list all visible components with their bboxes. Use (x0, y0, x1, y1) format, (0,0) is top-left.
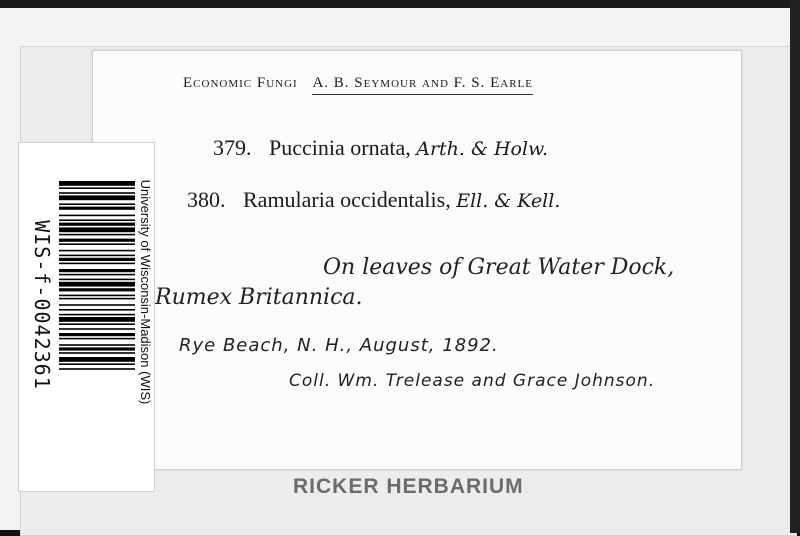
barcode-bar (59, 314, 135, 316)
specimen-label (92, 50, 742, 470)
barcode-bar (59, 223, 135, 226)
background-right-edge (790, 0, 800, 533)
series-authors: A. B. Seymour and F. S. Earle (312, 75, 533, 95)
barcode-bar (59, 323, 135, 325)
barcode-bar (59, 328, 135, 330)
barcode-bar (59, 357, 135, 362)
host-line-2: Rumex Britannica. (155, 285, 363, 310)
entry-taxon: Ramularia occidentalis, (243, 187, 451, 212)
entry-379 (213, 135, 548, 161)
barcode-bar (59, 317, 135, 322)
barcode-bar (59, 234, 135, 236)
barcode-bar (59, 288, 135, 291)
barcode-bar (59, 250, 135, 252)
barcode-bar (59, 279, 135, 281)
barcode-bar (59, 298, 135, 300)
catalog-number: WIS-f-0042361 (30, 220, 54, 390)
barcode-bar (59, 347, 135, 350)
barcode-bar (59, 187, 135, 189)
barcode-bar (59, 338, 135, 340)
barcode-bar (59, 274, 135, 276)
barcode-bar (59, 239, 135, 242)
institution-name: University of Wisconsin-Madison (WIS) (138, 179, 153, 405)
barcode-bar (59, 363, 135, 365)
series-header (183, 75, 533, 95)
barcode-bar (59, 368, 135, 370)
entry-380 (187, 187, 560, 213)
entry-number: 379. (213, 135, 252, 160)
barcode-bar (59, 227, 135, 232)
entry-authority: Arth. & Holw. (416, 138, 549, 160)
barcode-bar (59, 203, 135, 205)
locality-date: Rye Beach, N. H., August, 1892. (179, 335, 499, 356)
barcode-bar (59, 243, 135, 245)
barcode-image (59, 181, 135, 451)
barcode-bar (59, 255, 135, 257)
barcode-bar (59, 304, 135, 306)
barcode-bar (59, 344, 135, 346)
barcode-bar (59, 219, 135, 221)
background-top-edge (0, 0, 800, 8)
barcode-bar (59, 258, 135, 261)
barcode-bar (59, 333, 135, 336)
barcode-bar (59, 309, 135, 311)
barcode-bar (59, 195, 135, 200)
entry-authority: Ell. & Kell. (456, 190, 561, 212)
entry-number: 380. (187, 187, 226, 212)
barcode-bar (59, 269, 135, 272)
barcode-bar (59, 181, 135, 186)
entry-taxon: Puccinia ornata, (269, 135, 411, 160)
barcode-bar (59, 207, 135, 210)
barcode-bar (59, 263, 135, 265)
barcode-bar (59, 215, 135, 217)
barcode-bar (59, 282, 135, 287)
herbarium-stamp: RICKER HERBARIUM (293, 475, 524, 498)
barcode-bar (59, 295, 135, 297)
series-title: Economic Fungi (183, 75, 298, 91)
host-line-1: On leaves of Great Water Dock, (323, 255, 675, 280)
barcode-card (18, 142, 155, 492)
barcode-bar (59, 352, 135, 354)
collectors: Coll. Wm. Trelease and Grace Johnson. (289, 371, 656, 391)
barcode-bar (59, 192, 135, 194)
